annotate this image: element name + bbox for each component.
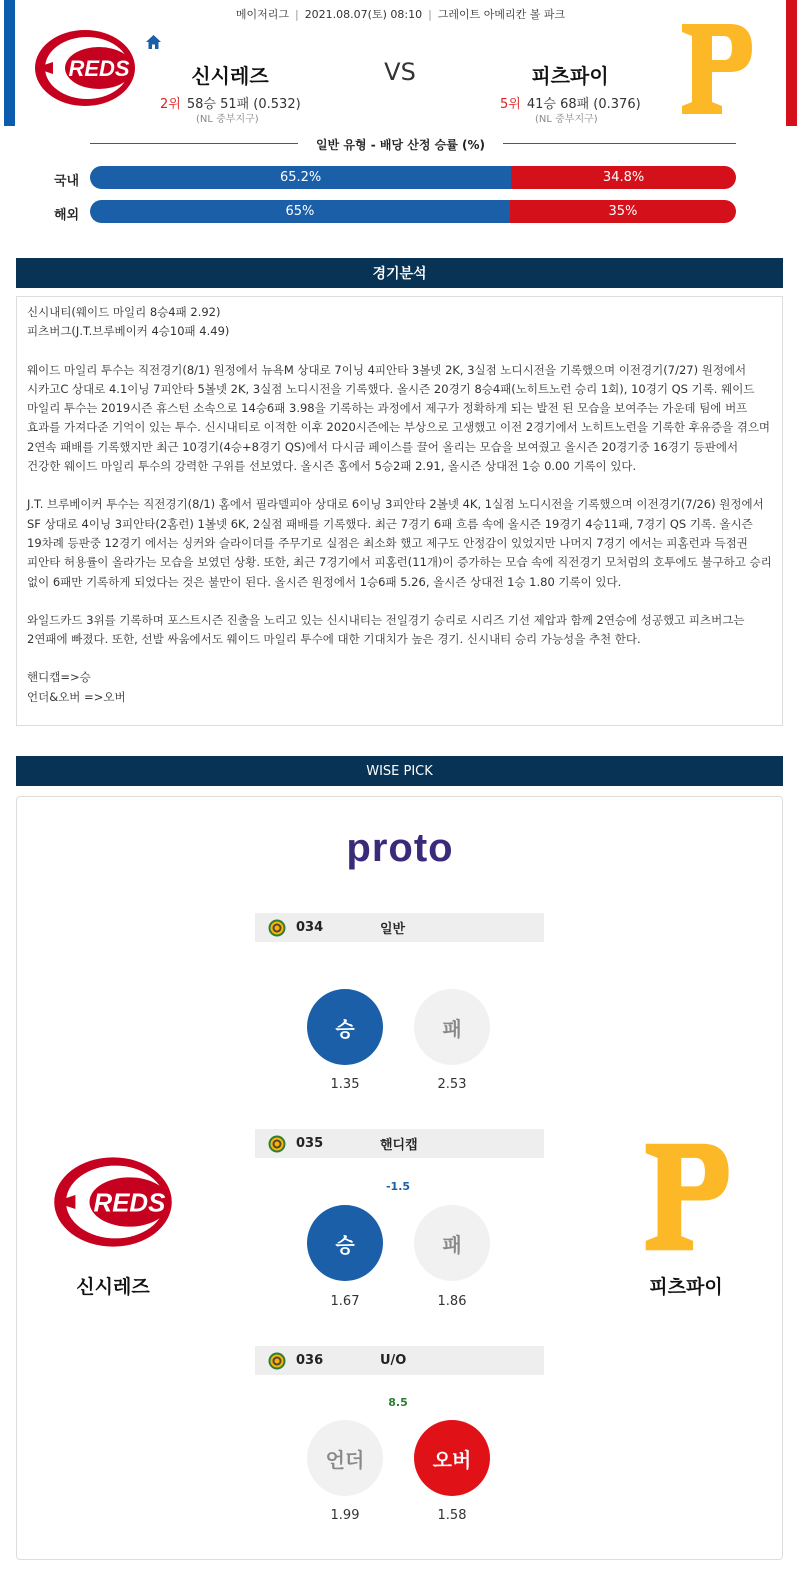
odds-home-segment: 65%	[90, 200, 510, 223]
handicap-line: -1.5	[385, 1180, 411, 1193]
away-wl: 41승 68패 (0.376)	[526, 97, 641, 112]
match-meta: 메이저리그 | 2021.08.07(토) 08:10 | 그레이트 아메리칸 볼 파크	[235, 8, 566, 21]
vs-label: VS	[384, 58, 416, 86]
pick-lose-button[interactable]: 패	[414, 1205, 490, 1281]
target-icon	[268, 919, 286, 937]
handicap-pick: 핸디캡=>승	[27, 670, 91, 685]
away-rank: 5위	[500, 97, 521, 112]
pick-row-034	[255, 913, 544, 942]
away-team-name: 피츠파이	[649, 1276, 723, 1298]
pick-odd: 1.67	[330, 1294, 360, 1309]
analysis-paragraph: 웨이드 마일리 투수는 직전경기(8/1) 원정에서 뉴욕M 상대로 7이닝 4피안타 3볼넷 2K, 3실점 노디시전을 기록했으며 이전경기(7/27) 원정에서 시카고C 상대로 4.1이닝 7피안타 5볼넷 2K, 3실점 노디시전을 기록했다. 올시즌 20경기 8승4패(노히트노런 승리 1회), 10경기 QS 기록. 웨이드 마일리 투수는 2019시즌 휴스턴 소속으로 14승6패 3.98을 기록하는 과정에서 제구가 정확하게 되는 발전 된 모습을 보여주는 가운데 팀에 버프 효과를 가져다준 기억이 있는 투수. 신시내티로 이적한 이후 2020시즌에는 부상으로 고생했고 이전 2경기에서 노히트노런을 기록한 후유증을 겪으며 2연속 패배를 기록했지만 최근 10경기(4승+8경기 QS)에서 다시금 페이스를 끌어 올리는 모습을 보여줬고 올시즌 20경기중 16경기 등판에서 건강한 웨이드 마일리 투수의 강력한 구위를 선보였다. 올시즌 홈에서 5승2패 2.91, 올시즌 상대전 1승 0.00 기록이 있다.	[27, 362, 771, 474]
pick-odd: 1.35	[330, 1077, 360, 1092]
odds-home-segment: 65.2%	[90, 166, 511, 189]
away-pitcher-line: 피츠버그(J.T.브루베이커 4승10패 4.49)	[27, 324, 230, 339]
home-icon	[145, 34, 162, 51]
away-team-name: 피츠파이	[531, 64, 609, 88]
home-pitcher-line: 신시내티(웨이드 마일리 8승4패 2.92)	[27, 305, 221, 319]
pick-type: 핸디캡	[380, 1138, 418, 1153]
league-label: 메이저리그	[235, 8, 289, 21]
wisepick-section-title: WISE PICK	[16, 756, 783, 786]
svg-text:REDS: REDS	[68, 56, 130, 81]
pick-row-035	[255, 1129, 544, 1158]
odds-bar-domestic	[90, 166, 736, 189]
underover-pick: 언더&오버 =>오버	[27, 689, 126, 704]
pick-odd: 1.99	[330, 1508, 360, 1523]
odds-row-label: 해외	[54, 208, 80, 223]
home-division: (NL 중부지구)	[196, 114, 259, 125]
analysis-section-title: 경기분석	[16, 258, 783, 288]
pick-under-button[interactable]: 언더	[307, 1420, 383, 1496]
venue-label: 그레이트 아메리칸 볼 파크	[437, 8, 566, 21]
away-division: (NL 중부지구)	[535, 114, 598, 125]
pick-number: 036	[296, 1353, 324, 1368]
odds-bar-overseas	[90, 200, 736, 223]
odds-away-segment: 34.8%	[511, 166, 736, 189]
pick-win-button[interactable]: 승	[307, 989, 383, 1065]
pick-odd: 1.58	[437, 1508, 467, 1523]
odds-row-label: 국내	[54, 174, 80, 189]
pick-row-036	[255, 1346, 544, 1375]
pick-type: U/O	[380, 1353, 407, 1368]
odds-title: 일반 유형 - 배당 산정 승률 (%)	[316, 138, 485, 152]
analysis-body	[16, 296, 783, 726]
home-wl: 58승 51패 (0.532)	[186, 97, 301, 112]
pick-odd: 1.86	[437, 1294, 467, 1309]
match-datetime: 2021.08.07(토) 08:10	[304, 8, 423, 21]
pick-type: 일반	[380, 922, 406, 937]
home-team-name: 신시레즈	[76, 1276, 150, 1298]
pirates-logo	[678, 20, 754, 118]
total-line: 8.5	[388, 1396, 408, 1409]
reds-logo	[33, 28, 137, 108]
home-team-name: 신시레즈	[191, 64, 269, 88]
pick-win-button[interactable]: 승	[307, 1205, 383, 1281]
target-icon	[268, 1135, 286, 1153]
pirates-logo	[641, 1138, 731, 1256]
odds-away-segment: 35%	[510, 200, 736, 223]
home-rank: 2위	[160, 97, 181, 112]
pick-number: 034	[296, 920, 324, 935]
pick-odd: 2.53	[437, 1077, 467, 1092]
pick-number: 035	[296, 1136, 324, 1151]
svg-text:REDS: REDS	[93, 1189, 166, 1218]
reds-logo	[50, 1155, 176, 1249]
pick-lose-button[interactable]: 패	[414, 989, 490, 1065]
proto-logo: proto	[346, 826, 454, 870]
pick-over-button[interactable]: 오버	[414, 1420, 490, 1496]
analysis-paragraph: 와일드카드 3위를 기록하며 포스트시즌 진출을 노리고 있는 신시내티는 전일경기 승리로 시리즈 기선 제압과 함께 2연승에 성공했고 피츠버그는 2연패에 빠졌다. 또한, 선발 싸움에서도 웨이드 마일리 투수에 대한 기대치가 높은 경기. 신시내티 승리 가능성을 추천 한다.	[27, 612, 745, 647]
target-icon	[268, 1352, 286, 1370]
analysis-paragraph: J.T. 브루베이커 투수는 직전경기(8/1) 홈에서 필라델피아 상대로 6이닝 3피안타 2볼넷 4K, 1실점 노디시전을 기록했으며 이전경기(7/26) 원정에서 SF 상대로 4이닝 3피안타(2홈런) 1볼넷 6K, 2실점 패배를 기록했다. 최근 7경기 6패 흐름 속에 올시즌 19경기 4승11패, 7경기 QS 기록. 올시즌 19차례 등판중 12경기 에서는 싱커와 슬라이더를 주무기로 실점은 최소화 했고 제구도 안정감이 있었지만 나머지 7경기 에서는 피홈런과 득점권 피안타 허용률이 올라가는 모습을 보였던 상황. 또한, 최근 7경기에서 피홈런(11개)이 증가하는 모습 속에 직전경기 모처럼의 호투에도 불구하고 승리 없이 6패만 기록하게 되었다는 것은 불만이 된다. 올시즌 원정에서 1승6패 5.26, 올시즌 상대전 1승 1.80 기록이 있다.	[27, 497, 772, 589]
